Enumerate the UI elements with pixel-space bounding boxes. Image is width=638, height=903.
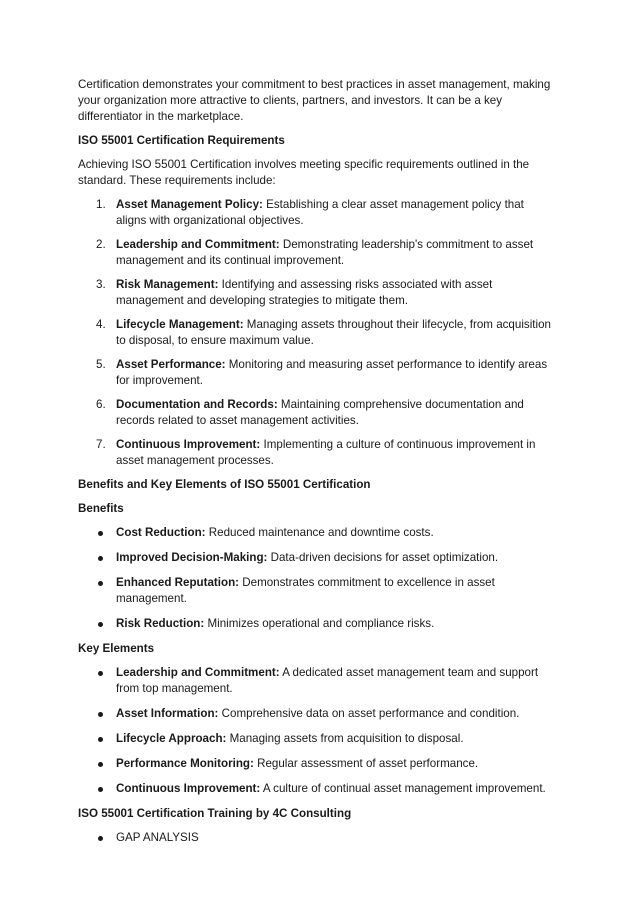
requirement-item (78, 397, 554, 429)
key-element-item (78, 665, 554, 697)
requirement-term: Risk Management: (116, 278, 219, 291)
key-element-item (78, 731, 554, 747)
requirement-term: Asset Performance: (116, 358, 226, 371)
bullet-icon (98, 556, 103, 561)
key-element-desc: A culture of continual asset management improvement. (260, 782, 546, 795)
list-number: 5. (96, 358, 106, 371)
benefit-item (78, 525, 554, 541)
requirement-desc: Identifying and assessing risks associated with asset management and developing strategies to mitigate them. (116, 278, 493, 307)
key-element-term: Leadership and Commitment: (116, 666, 280, 679)
requirement-term: Lifecycle Management: (116, 318, 244, 331)
requirement-desc: Maintaining comprehensive documentation and records related to asset management activities. (116, 398, 524, 427)
key-element-item (78, 781, 554, 797)
bullet-icon (98, 836, 103, 841)
list-number: 2. (96, 238, 106, 251)
benefit-term: Enhanced Reputation: (116, 576, 240, 589)
bullet-icon (98, 712, 103, 717)
key-element-item (78, 706, 554, 722)
key-element-term: Lifecycle Approach: (116, 732, 227, 745)
benefit-item (78, 550, 554, 566)
key-element-item (78, 756, 554, 772)
bullet-icon (98, 762, 103, 767)
benefit-term: Risk Reduction: (116, 617, 205, 630)
requirement-desc: Implementing a culture of continuous improvement in asset management processes. (116, 438, 536, 467)
intro-paragraph: Certification demonstrates your commitment to best practices in asset management, making your organization more attractive to clients, partners, and investors. It can be a key differentiator in the marketplace. (78, 78, 551, 123)
training-item-label: GAP ANALYSIS (116, 831, 199, 844)
requirement-desc: Managing assets throughout their lifecycle, from acquisition to disposal, to ensure maximum value. (116, 318, 551, 347)
list-number: 6. (96, 398, 106, 411)
key-elements-heading: Key Elements (78, 642, 155, 655)
requirement-term: Documentation and Records: (116, 398, 278, 411)
requirement-term: Asset Management Policy: (116, 198, 263, 211)
requirements-heading: ISO 55001 Certification Requirements (78, 134, 285, 147)
benefit-desc: Minimizes operational and compliance risks. (204, 617, 435, 630)
requirement-item (78, 317, 554, 349)
benefits-list (78, 525, 554, 632)
training-heading: ISO 55001 Certification Training by 4C Consulting (78, 807, 352, 820)
requirement-desc: Establishing a clear asset management policy that aligns with organizational objectives. (116, 198, 524, 227)
requirement-item (78, 357, 554, 389)
requirements-list (78, 197, 554, 469)
requirement-item (78, 437, 554, 469)
benefit-item (78, 616, 554, 632)
requirements-lead: Achieving ISO 55001 Certification involves meeting specific requirements outlined in the standard. These requirements include: (78, 158, 530, 187)
benefits-section-heading: Benefits and Key Elements of ISO 55001 Certification (78, 478, 371, 491)
training-item (78, 830, 554, 846)
benefits-heading: Benefits (78, 502, 124, 515)
key-element-desc: A dedicated asset management team and support from top management. (116, 666, 539, 695)
key-element-term: Asset Information: (116, 707, 219, 720)
training-list (78, 830, 554, 846)
list-number: 4. (96, 318, 106, 331)
bullet-icon (98, 737, 103, 742)
bullet-icon (98, 787, 103, 792)
list-number: 3. (96, 278, 106, 291)
key-element-desc: Comprehensive data on asset performance and condition. (218, 707, 520, 720)
benefit-term: Cost Reduction: (116, 526, 206, 539)
requirement-item (78, 197, 554, 229)
requirement-term: Continuous Improvement: (116, 438, 261, 451)
requirement-term: Leadership and Commitment: (116, 238, 280, 251)
key-element-term: Performance Monitoring: (116, 757, 254, 770)
document-page (78, 77, 554, 855)
bullet-icon (98, 622, 103, 627)
benefit-item (78, 575, 554, 607)
bullet-icon (98, 531, 103, 536)
bullet-icon (98, 581, 103, 586)
requirement-desc: Demonstrating leadership's commitment to asset management and its continual improvement. (116, 238, 534, 267)
key-elements-list (78, 665, 554, 797)
requirement-desc: Monitoring and measuring asset performance to identify areas for improvement. (116, 358, 548, 387)
benefit-desc: Data-driven decisions for asset optimization. (267, 551, 499, 564)
key-element-term: Continuous Improvement: (116, 782, 261, 795)
benefit-desc: Reduced maintenance and downtime costs. (205, 526, 434, 539)
requirement-item (78, 277, 554, 309)
list-number: 1. (96, 198, 106, 211)
requirement-item (78, 237, 554, 269)
bullet-icon (98, 671, 103, 676)
key-element-desc: Managing assets from acquisition to disposal. (226, 732, 464, 745)
list-number: 7. (96, 438, 106, 451)
key-element-desc: Regular assessment of asset performance. (253, 757, 479, 770)
benefit-term: Improved Decision-Making: (116, 551, 268, 564)
benefit-desc: Demonstrates commitment to excellence in asset management. (116, 576, 495, 605)
